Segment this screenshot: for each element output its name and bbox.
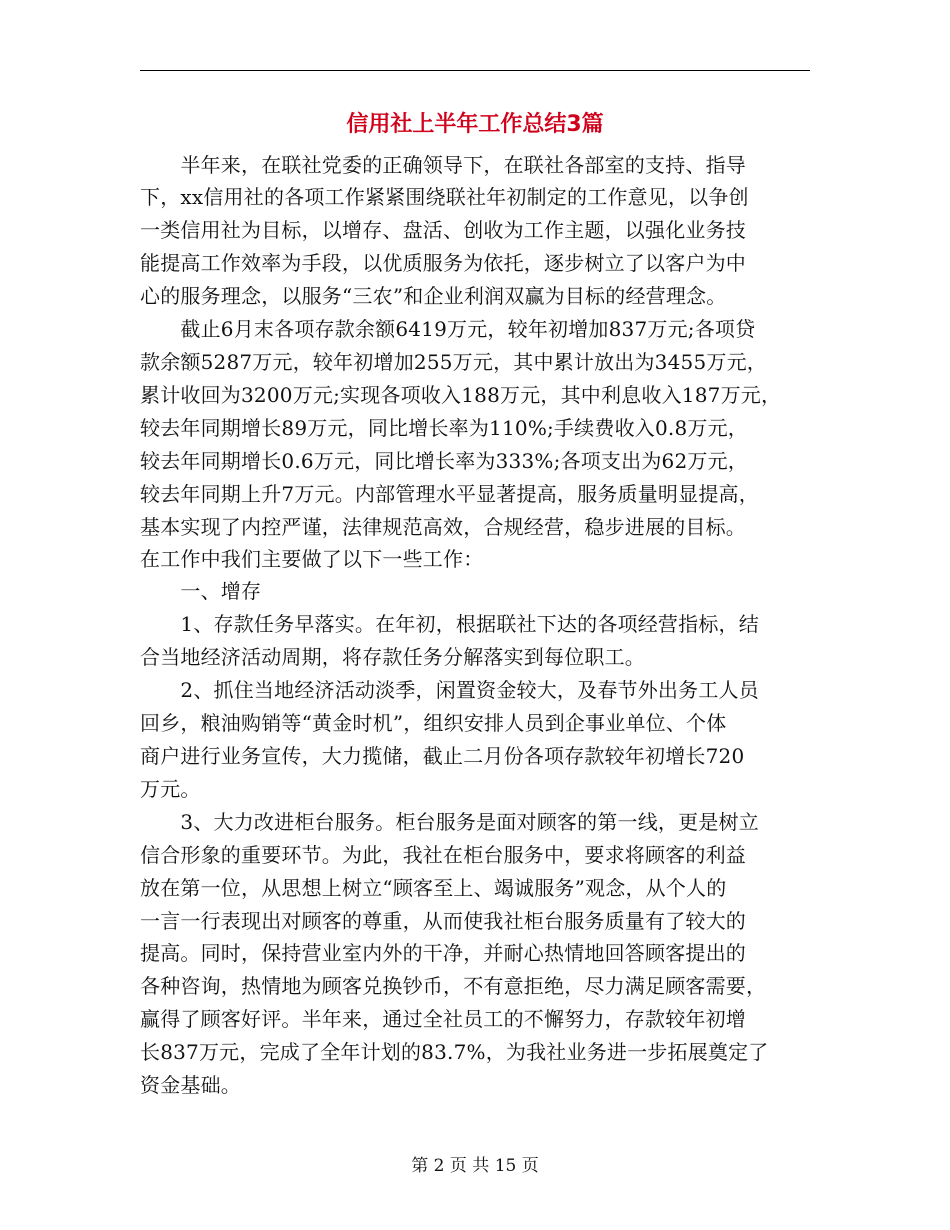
body-line: 基本实现了内控严谨，法律规范高效，合规经营，稳步进展的目标。 bbox=[140, 515, 746, 539]
body-line: 2、抓住当地经济活动淡季，闲置资金较大，及春节外出务工人员 bbox=[140, 678, 759, 702]
body-line: 提高。同时，保持营业室内外的干净，并耐心热情地回答顾客提出的 bbox=[140, 941, 746, 965]
body-line: 心的服务理念，以服务“三农”和企业利润双赢为目标的经营理念。 bbox=[140, 284, 727, 308]
body-line: 较去年同期增长89万元，同比增长率为110%;手续费收入0.8万元， bbox=[140, 416, 748, 440]
body-line: 在工作中我们主要做了以下一些工作： bbox=[140, 547, 484, 571]
body-line: 放在第一位，从思想上树立“顾客至上、竭诚服务”观念，从个人的 bbox=[140, 876, 727, 900]
body-line: 一类信用社为目标，以增存、盘活、创收为工作主题，以强化业务技 bbox=[140, 218, 746, 242]
body-line: 能提高工作效率为手段，以优质服务为依托，逐步树立了以客户为中 bbox=[140, 251, 746, 275]
body-line: 资金基础。 bbox=[140, 1073, 241, 1097]
body-line: 信合形象的重要环节。为此，我社在柜台服务中，要求将顾客的利益 bbox=[140, 843, 746, 867]
body-line: 一言一行表现出对顾客的尊重，从而使我社柜台服务质量有了较大的 bbox=[140, 909, 746, 933]
body-line: 万元。 bbox=[140, 777, 201, 801]
body-line: 较去年同期增长0.6万元，同比增长率为333%;各项支出为62万元， bbox=[140, 449, 748, 473]
body-line: 截止6月末各项存款余额6419万元，较年初增加837万元;各项贷 bbox=[140, 317, 756, 341]
body-line: 半年来，在联社党委的正确领导下，在联社各部室的支持、指导 bbox=[140, 153, 746, 177]
body-line: 各种咨询，热情地为顾客兑换钞币，不有意拒绝，尽力满足顾客需要， bbox=[140, 974, 767, 998]
body-line: 款余额5287万元，较年初增加255万元，其中累计放出为3455万元， bbox=[140, 350, 767, 374]
header-rule bbox=[140, 70, 810, 71]
body-line: 合当地经济活动周期，将存款任务分解落实到每位职工。 bbox=[140, 645, 645, 669]
body-line: 下，xx信用社的各项工作紧紧围绕联社年初制定的工作意见，以争创 bbox=[140, 185, 749, 209]
body-line: 1、存款任务早落实。在年初，根据联社下达的各项经营指标，结 bbox=[140, 612, 759, 636]
body-line: 3、大力改进柜台服务。柜台服务是面对顾客的第一线，更是树立 bbox=[140, 810, 759, 834]
body-line: 商户进行业务宣传，大力揽储，截止二月份各项存款较年初增长720 bbox=[140, 744, 745, 768]
body-line: 回乡，粮油购销等“黄金时机”，组织安排人员到企事业单位、个体 bbox=[140, 711, 727, 735]
body-line: 累计收回为3200万元;实现各项收入188万元，其中利息收入187万元， bbox=[140, 383, 782, 407]
body-line: 长837万元，完成了全年计划的83.7%，为我社业务进一步拓展奠定了 bbox=[140, 1040, 769, 1064]
document-title: 信用社上半年工作总结3篇 bbox=[346, 112, 604, 137]
page-number: 第 2 页 共 15 页 bbox=[411, 1156, 539, 1176]
section-heading: 一、增存 bbox=[140, 579, 262, 603]
body-line: 赢得了顾客好评。半年来，通过全社员工的不懈努力，存款较年初增 bbox=[140, 1007, 746, 1031]
body-line: 较去年同期上升7万元。内部管理水平显著提高，服务质量明显提高， bbox=[140, 482, 759, 506]
